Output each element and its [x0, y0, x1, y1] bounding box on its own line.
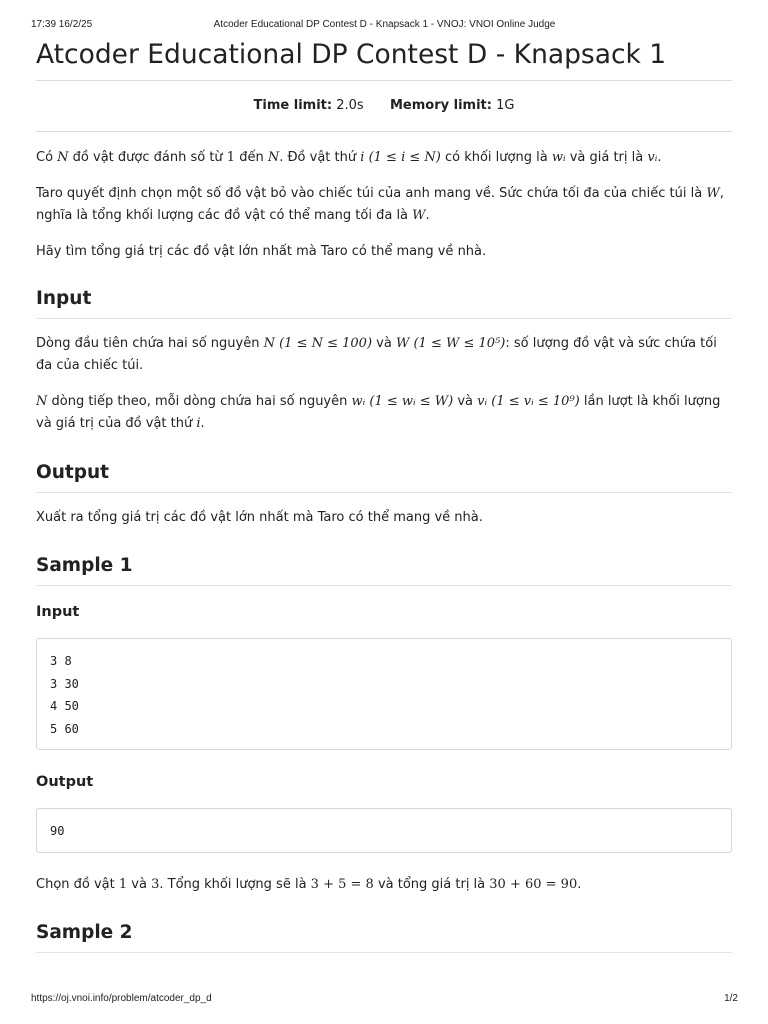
print-datetime: 17:39 16/2/25 — [31, 19, 93, 30]
problem-limits — [36, 81, 732, 132]
time-limit-label: Time limit: — [253, 98, 333, 113]
sample-1-output-block[interactable] — [36, 808, 732, 853]
output-heading: Output — [36, 461, 732, 493]
input-paragraph-1: Dòng đầu tiên chứa hai số nguyên N (1 ≤ N ≤ 100) và W (1 ≤ W ≤ 10⁵): số lượng đồ vật và sức chứa tối đa của chiếc túi. — [36, 336, 717, 373]
sample-1-input-label: Input — [36, 604, 80, 620]
problem-content — [36, 36, 732, 953]
print-footer — [31, 993, 738, 1007]
memory-limit-label: Memory limit: — [389, 98, 492, 113]
statement-paragraph-2: Taro quyết định chọn một số đồ vật bỏ vào chiếc túi của anh mang về. Sức chứa tối đa của chiếc túi là W, nghĩa là tổng khối lượng các đồ vật có thể mang tối đa là W. — [36, 186, 724, 223]
input-heading: Input — [36, 287, 732, 319]
print-header — [31, 19, 738, 33]
sample-1-input-line: 5 60 — [50, 721, 79, 736]
problem-title: Atcoder Educational DP Contest D - Knapsack 1 — [36, 36, 732, 81]
memory-limit-value: 1G — [496, 98, 515, 113]
sample-1-input-block[interactable] — [36, 638, 732, 750]
print-document-title: Atcoder Educational DP Contest D - Knapsack 1 - VNOJ: VNOI Online Judge — [213, 19, 556, 30]
input-paragraph-2: N dòng tiếp theo, mỗi dòng chứa hai số nguyên wᵢ (1 ≤ wᵢ ≤ W) và vᵢ (1 ≤ vᵢ ≤ 10⁹) lần lượt là khối lượng và giá trị của đồ vật thứ i. — [36, 394, 721, 431]
output-paragraph: Xuất ra tổng giá trị các đồ vật lớn nhất mà Taro có thể mang về nhà. — [36, 510, 483, 525]
sample-2-heading: Sample 2 — [36, 921, 732, 953]
print-page-number: 1/2 — [724, 993, 738, 1004]
sample-1-input-line: 4 50 — [50, 699, 79, 713]
sample-1-heading: Sample 1 — [36, 554, 732, 586]
statement-paragraph-3: Hãy tìm tổng giá trị các đồ vật lớn nhất mà Taro có thể mang về nhà. — [36, 244, 487, 259]
statement-paragraph-1: Có N đồ vật được đánh số từ 1 đến N. Đồ vật thứ i (1 ≤ i ≤ N) có khối lượng là wᵢ và giá trị là vᵢ. — [36, 150, 662, 165]
time-limit-value: 2.0s — [336, 98, 364, 113]
sample-1-input-line: 3 8 — [50, 654, 72, 668]
print-url: https://oj.vnoi.info/problem/atcoder_dp_d — [31, 993, 212, 1004]
sample-1-input-line: 3 30 — [50, 676, 79, 691]
sample-1-output-label: Output — [36, 774, 94, 790]
sample-1-explanation: Chọn đồ vật 1 và 3. Tổng khối lượng sẽ là 3 + 5 = 8 và tổng giá trị là 30 + 60 = 90. — [36, 876, 582, 892]
sample-1-output-line: 90 — [50, 824, 65, 838]
